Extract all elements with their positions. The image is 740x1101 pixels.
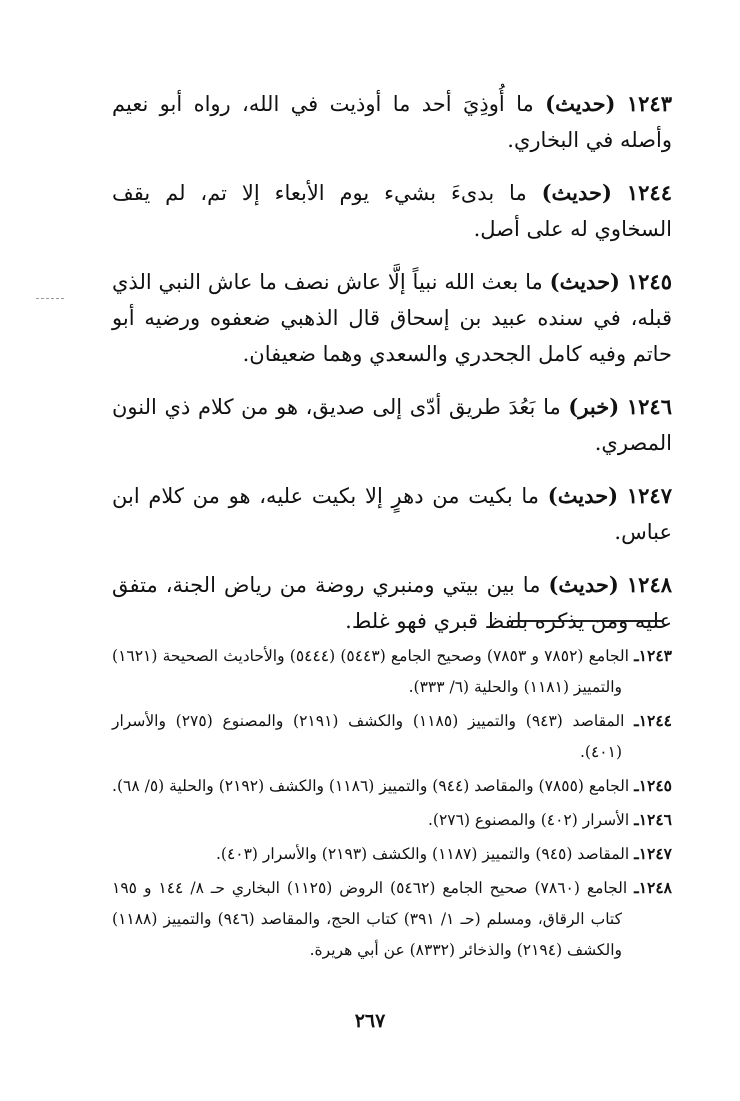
entry-number: ١٢٤٤ xyxy=(626,180,672,205)
hadith-entry xyxy=(112,478,672,550)
entry-kind: (حديث) xyxy=(547,483,619,508)
hadith-entry xyxy=(112,175,672,247)
footnote-text: الأسرار (٤٠٢) والمصنوع (٢٧٦). xyxy=(427,811,630,829)
entry-text: ما بَعُدَ طريق أدّى إلى صديق، هو من كلام ذي النون المصري. xyxy=(112,395,672,455)
footnote xyxy=(112,640,672,703)
footnote-text: المقاصد (٩٤٥) والتمييز (١١٨٧) والكشف (٢١٩٣) والأسرار (٤٠٣). xyxy=(215,845,630,863)
footnote-text: الجامع (٧٨٥٥) والمقاصد (٩٤٤) والتمييز (١١٨٦) والكشف (٢١٩٢) والحلية (٥/ ٦٨). xyxy=(112,777,630,795)
entry-kind: (حديث) xyxy=(548,572,619,597)
footnote-text: المقاصد (٩٤٣) والتمييز (١١٨٥) والكشف (٢١٩١) والمصنوع (٢٧٥) والأسرار (٤٠١). xyxy=(112,712,625,761)
entry-text: ما بكيت من دهرٍ إلا بكيت عليه، هو من كلام ابن عباس. xyxy=(112,484,672,544)
entry-text: ما أُوذِيَ أحد ما أوذيت في الله، رواه أبو نعيم وأصله في البخاري. xyxy=(112,92,672,152)
entry-kind: (حديث) xyxy=(549,269,620,294)
footnote xyxy=(112,872,672,966)
footnotes xyxy=(112,640,672,968)
entry-number: ١٢٤٧ xyxy=(626,483,672,508)
footnote-number: ١٢٤٤ـ xyxy=(634,711,672,730)
footnote-number: ١٢٤٧ـ xyxy=(634,844,672,863)
hadith-entry xyxy=(112,264,672,372)
entry-text: ما بعث الله نبياً إلَّا عاش نصف ما عاش النبي الذي قبله، في سنده عبيد بن إسحاق قال الذهبي ضعفوه ورضيه أبو حاتم وفيه كامل الجحدري والسعدي وهما ضعيفان. xyxy=(112,270,672,366)
entry-number: ١٢٤٨ xyxy=(626,572,673,597)
entry-text: ما بين بيتي ومنبري روضة من رياض الجنة، متفق عليه ومن يذكره بلفظ قبري فهو غلط. xyxy=(112,573,672,633)
footnote-number: ١٢٤٥ـ xyxy=(634,776,672,795)
footnote xyxy=(112,705,672,768)
entry-number: ١٢٤٣ xyxy=(626,91,672,116)
page-number: ٢٦٧ xyxy=(354,1010,386,1032)
footnote-separator xyxy=(512,620,664,622)
footnote-text: الجامع (٧٨٥٢ و ٧٨٥٣) وصحيح الجامع (٥٤٤٣) (٥٤٤٤) والأحاديث الصحيحة (١٦٢١) والتمييز (١١٨١) والحلية (٦/ ٣٣٣). xyxy=(112,647,629,696)
footnote xyxy=(112,804,672,836)
footnote-number: ١٢٤٦ـ xyxy=(634,810,672,829)
hadith-entry xyxy=(112,86,672,158)
entry-number: ١٢٤٥ xyxy=(626,269,672,294)
main-text xyxy=(112,86,672,656)
margin-mark xyxy=(36,298,64,299)
entry-kind: (خبر) xyxy=(568,394,620,419)
entry-kind: (حديث) xyxy=(545,91,616,116)
hadith-entry xyxy=(112,567,672,639)
entry-kind: (حديث) xyxy=(541,180,612,205)
footnote xyxy=(112,838,672,870)
hadith-entry xyxy=(112,389,672,461)
footnote-number: ١٢٤٨ـ xyxy=(634,878,672,897)
footnote-text: الجامع (٧٨٦٠) صحيح الجامع (٥٤٦٢) الروض (١١٢٥) البخاري حـ ٨/ ١٤٤ و ١٩٥ كتاب الرقاق، ومسلم (حـ ١/ ٣٩١) كتاب الحج، والمقاصد (٩٤٦) والتمييز (١١٨٨) والكشف (٢١٩٤) والذخائر (٨٣٣٢) عن أبي هريرة. xyxy=(112,879,628,959)
footnote xyxy=(112,770,672,802)
entry-text: ما بدىءَ بشيء يوم الأبعاء إلا تم، لم يقف السخاوي له على أصل. xyxy=(112,181,672,241)
footnote-number: ١٢٤٣ـ xyxy=(634,646,672,665)
entry-number: ١٢٤٦ xyxy=(626,394,672,419)
